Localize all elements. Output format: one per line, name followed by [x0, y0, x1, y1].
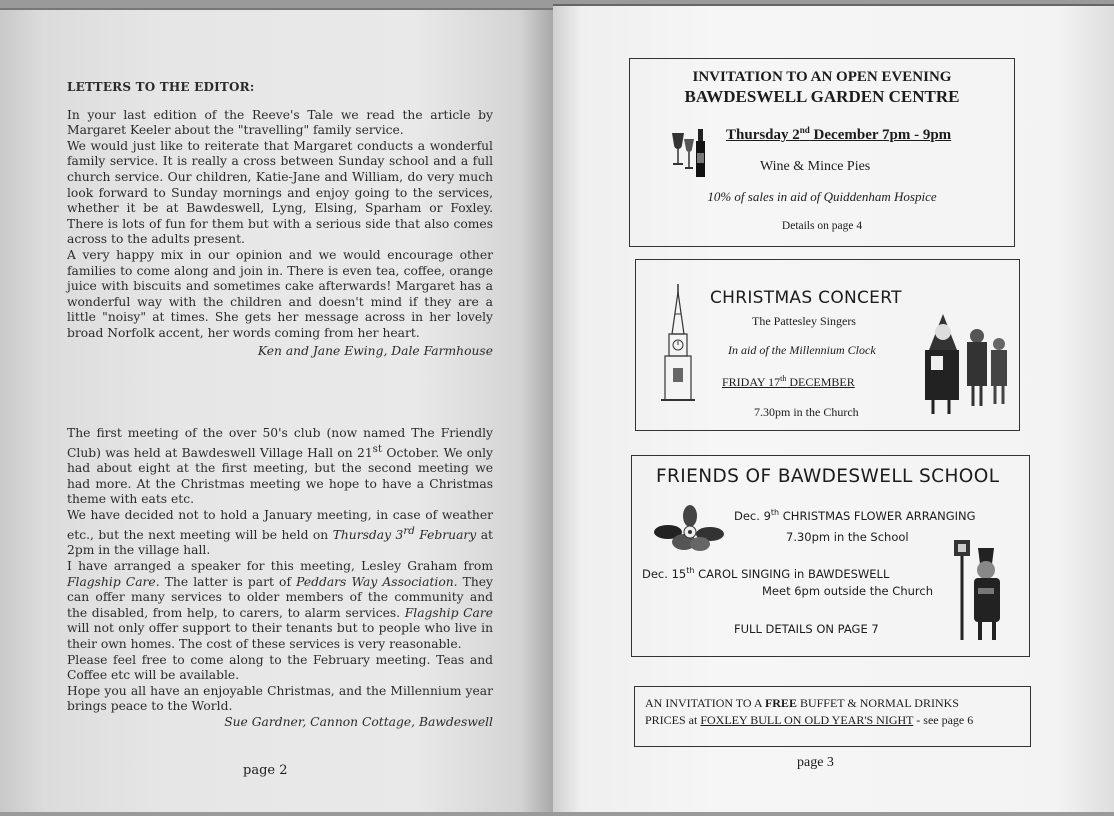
carol-singing-event: Dec. 15th CAROL SINGING in BAWDESWELL	[642, 566, 890, 581]
letter-paragraph: In your last edition of the Reeve's Tale we read the article by Margaret Keeler about the "travelling" family service.	[67, 107, 493, 138]
club-paragraph: The first meeting of the over 50's club (now named The Friendly Club) was held at Bawdeswell Village Hall on 21st October. We only had about eight at the first meeting, but the second meeting we had more. At the Christmas meeting we hope to have a Christmas theme with eats etc.	[67, 426, 493, 507]
friendly-club-section	[67, 426, 493, 730]
club-paragraph: Hope you all have an enjoyable Christmas, and the Millennium year brings peace to the World.	[67, 683, 493, 714]
letters-heading: LETTERS TO THE EDITOR:	[67, 80, 255, 94]
open-evening-details: Details on page 4	[781, 220, 863, 232]
page-number-left: page 2	[243, 763, 288, 778]
carol-singers-icon	[921, 310, 1013, 418]
poinsettia-icon	[654, 504, 726, 556]
open-evening-date: Thursday 2nd December 7pm - 9pm	[726, 125, 952, 143]
letter-signature: Ken and Jane Ewing, Dale Farmhouse	[257, 343, 493, 358]
open-evening-box	[629, 58, 1015, 247]
buffet-invitation-box	[634, 686, 1031, 747]
concert-cause: In aid of the Millennium Clock	[728, 343, 876, 357]
school-friends-box	[631, 455, 1030, 657]
buffet-line2: PRICES at FOXLEY BULL ON OLD YEAR'S NIGHT - see page 6	[645, 713, 974, 727]
letter-paragraph: We would just like to reiterate that Margaret conducts a wonderful family service. It is really a cross between Sunday school and a full church service. Our children, Katie-Jane and William, do very much look forward to Sunday mornings and enjoy going to the services, whether it be at Bawdeswell, Lyng, Elsing, Sparham or Foxley. There is lots of fun for them but with a serious side that also comes across to the adults present.	[67, 138, 493, 247]
school-title: FRIENDS OF BAWDESWELL SCHOOL	[656, 466, 1000, 487]
church-clock-tower-icon	[658, 284, 698, 404]
carol-singing-meet: Meet 6pm outside the Church	[762, 584, 933, 598]
club-paragraph: Please feel free to come along to the February meeting. Teas and Coffee etc will be available.	[67, 652, 493, 683]
page-number-right: page 3	[797, 755, 834, 770]
school-full-details: FULL DETAILS ON PAGE 7	[734, 622, 879, 636]
concert-time-place: 7.30pm in the Church	[754, 405, 859, 419]
flower-arranging-time: 7.30pm in the School	[786, 530, 909, 544]
concert-title: CHRISTMAS CONCERT	[710, 288, 902, 308]
open-evening-charity: 10% of sales in aid of Quiddenham Hospice	[707, 189, 937, 204]
letters-section	[67, 80, 493, 359]
concert-performers: The Pattesley Singers	[752, 314, 856, 328]
buffet-line1: AN INVITATION TO A FREE BUFFET & NORMAL DRINKS	[645, 696, 959, 710]
club-paragraph: I have arranged a speaker for this meeting, Lesley Graham from Flagship Care. The latter is part of Peddars Way Association. They can offer many services to older members of the community and the disabled, from help, to carers, to alarm services. Flagship Care will not only offer support to their tenants but to people who live in their own homes. The cost of these services is very reasonable.	[67, 558, 494, 651]
open-evening-title: INVITATION TO AN OPEN EVENING BAWDESWELL GARDEN CENTRE	[684, 69, 960, 106]
open-evening-offer: Wine & Mince Pies	[760, 159, 871, 174]
caroler-with-lantern-icon	[950, 538, 1008, 644]
letter-paragraph: A very happy mix in our opinion and we would encourage other families to come along and join in. There is even tea, coffee, orange juice with biscuits and sometimes cake afterwards! Margaret has a wonderful way with the children and doesn't mind if they are a little "noisy" at times. She gets her message across in her lovely broad Norfolk accent, her words coming from her heart.	[67, 247, 493, 340]
club-signature: Sue Gardner, Cannon Cottage, Bawdeswell	[224, 714, 493, 729]
club-paragraph: We have decided not to hold a January meeting, in case of weather etc., but the next meeting will be held on Thursday 3rd February at 2pm in the village hall.	[67, 508, 493, 558]
flower-arranging-event: Dec. 9th CHRISTMAS FLOWER ARRANGING	[734, 508, 976, 523]
christmas-concert-box	[635, 259, 1020, 431]
concert-date: FRIDAY 17th DECEMBER	[722, 374, 855, 389]
wine-glasses-icon	[668, 129, 712, 181]
